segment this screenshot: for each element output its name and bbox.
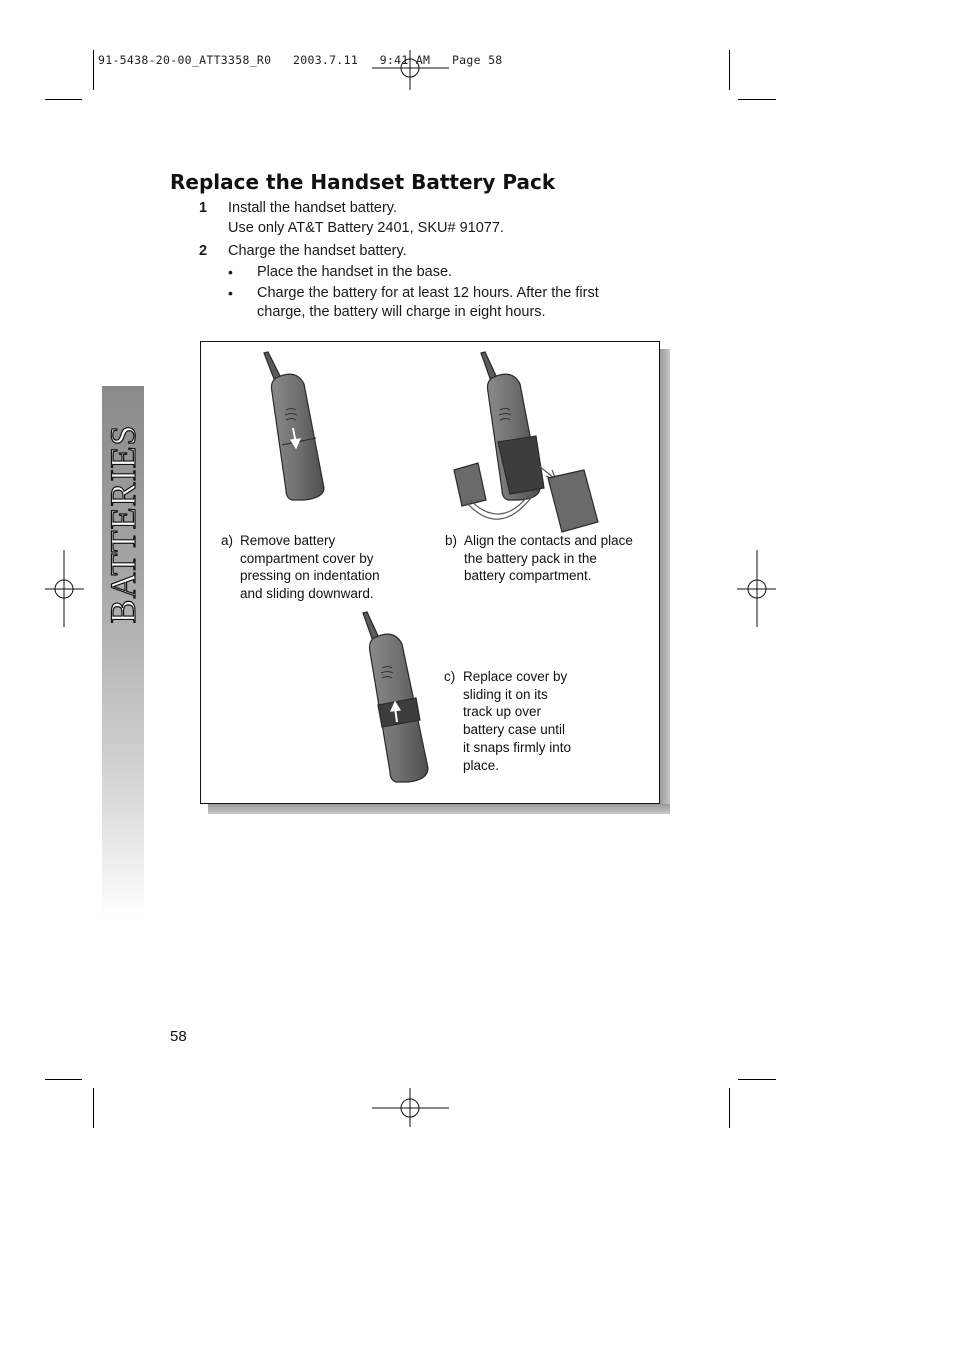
caption-text <box>464 532 633 585</box>
caption-b <box>445 532 650 588</box>
caption-line: Align the contacts and place <box>464 533 633 548</box>
caption-c <box>444 668 594 778</box>
caption-line: Remove battery <box>240 533 336 548</box>
caption-label: c) <box>444 669 456 684</box>
handset-c-illustration <box>363 612 428 782</box>
section-title: Replace the Handset Battery Pack <box>170 170 556 194</box>
step-1-text: Install the handset battery. <box>228 200 398 216</box>
handset-b-illustration <box>454 352 598 532</box>
caption-line: the battery pack in the <box>464 550 597 566</box>
handset-a-illustration <box>264 352 324 500</box>
caption-label: b) <box>445 533 458 548</box>
page-number: 58 <box>170 1028 187 1045</box>
step-1-subtext: Use only AT&T Battery 2401, SKU# 91077. <box>228 220 504 236</box>
caption-line: place. <box>463 757 500 773</box>
caption-text <box>463 668 571 774</box>
bullet-text: Place the handset in the base. <box>257 264 453 280</box>
bullet-text: charge, the battery will charge in eight hours. <box>257 304 546 320</box>
step-2-text: Charge the handset battery. <box>228 243 407 259</box>
caption-line: battery case until <box>463 722 566 738</box>
caption-line: and sliding downward. <box>240 586 374 602</box>
bullet-marker: • <box>228 264 233 280</box>
caption-text <box>240 532 380 603</box>
caption-a <box>221 532 401 607</box>
bullet-marker: • <box>228 285 233 301</box>
bullet-text: Charge the battery for at least 12 hours. After the first <box>257 285 599 301</box>
caption-line: Replace cover by <box>463 669 568 684</box>
caption-line: track up over <box>463 704 542 720</box>
caption-line: sliding it on its <box>463 686 548 702</box>
step-2-number: 2 <box>199 243 208 259</box>
side-tab-label: BATTERIES <box>103 424 143 624</box>
caption-line: compartment cover by <box>240 550 374 566</box>
print-slug: 91-5438-20-00_ATT3358_R0 2003.7.11 9:41 AM Page 58 <box>98 53 503 67</box>
step-1-number: 1 <box>199 200 208 216</box>
caption-line: pressing on indentation <box>240 568 380 584</box>
caption-line: it snaps firmly into <box>463 739 572 755</box>
caption-line: battery compartment. <box>464 568 592 584</box>
caption-label: a) <box>221 533 234 548</box>
